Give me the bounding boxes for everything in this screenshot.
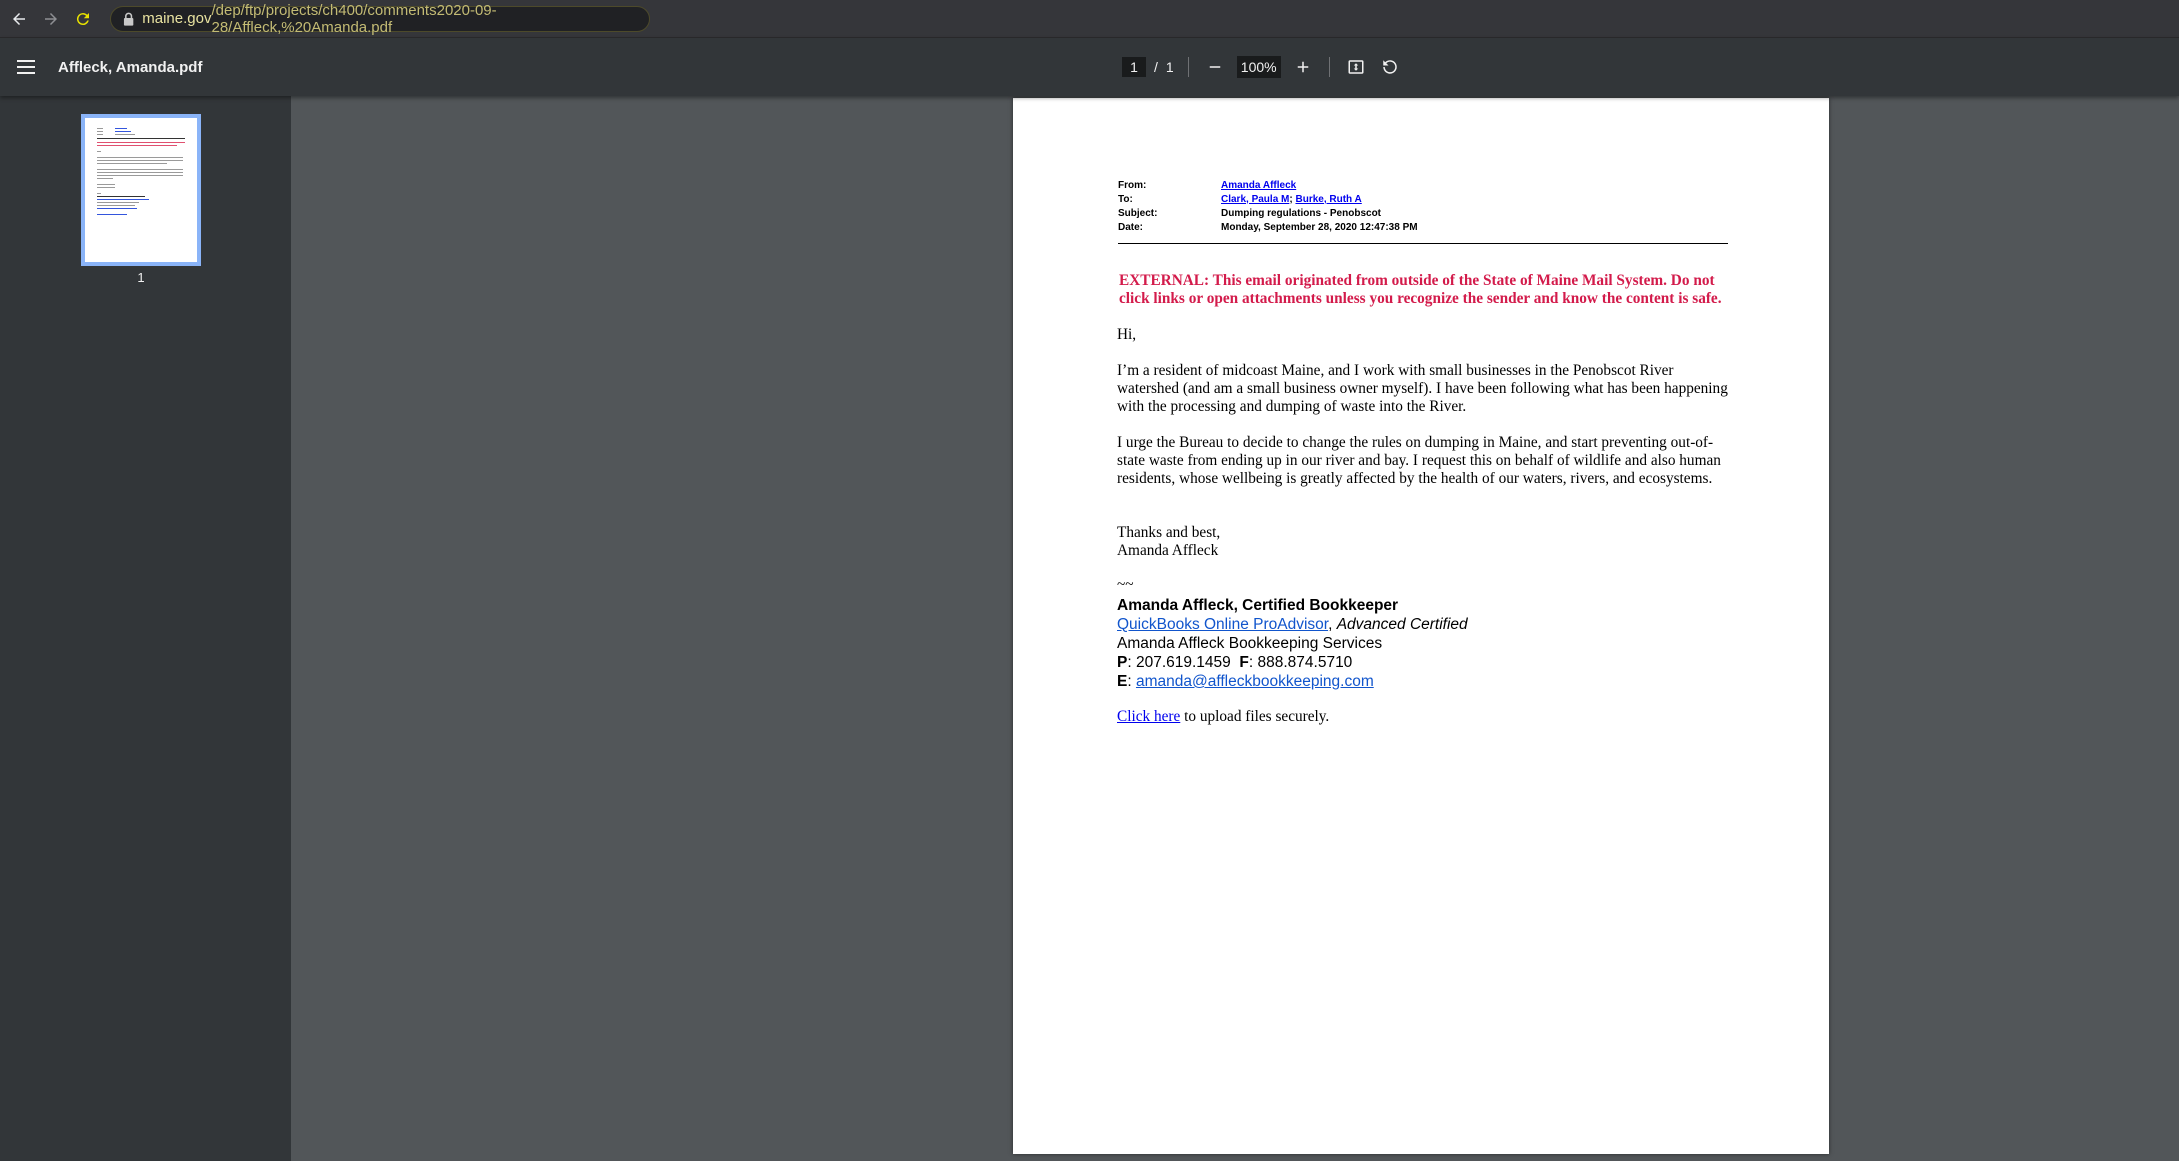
arrow-right-icon bbox=[42, 10, 60, 28]
upload-text: to upload files securely. bbox=[1180, 708, 1330, 725]
rotate-icon bbox=[1381, 58, 1399, 76]
url-path: /dep/ftp/projects/ch400/comments2020-09-28/Affleck,%20Amanda.pdf bbox=[211, 1, 497, 36]
closing-line-1: Thanks and best, bbox=[1117, 524, 1221, 541]
signature-comma: , bbox=[1328, 616, 1337, 633]
to-link-2[interactable]: Burke, Ruth A bbox=[1295, 193, 1362, 205]
phone-value: : 207.619.1459 bbox=[1127, 654, 1231, 671]
closing bbox=[1117, 524, 1737, 560]
signature-block bbox=[1117, 596, 1737, 691]
email-link[interactable]: amanda@affleckbookkeeping.com bbox=[1135, 673, 1374, 690]
to-separator: ; bbox=[1289, 193, 1293, 205]
phone-label: P bbox=[1117, 654, 1128, 671]
signature-certification bbox=[1117, 615, 1737, 634]
signature-name: Amanda Affleck, Certified Bookkeeper bbox=[1117, 597, 1399, 614]
total-pages: 1 bbox=[1165, 59, 1174, 75]
reload-icon bbox=[74, 10, 92, 28]
closing-line-2: Amanda Affleck bbox=[1117, 542, 1219, 559]
from-row bbox=[1118, 178, 1728, 192]
zoom-in-button[interactable] bbox=[1291, 55, 1315, 79]
zoom-out-button[interactable] bbox=[1203, 55, 1227, 79]
document-title: Affleck, Amanda.pdf bbox=[58, 58, 203, 76]
toolbar-divider bbox=[1188, 57, 1189, 77]
date-label: Date: bbox=[1118, 221, 1144, 233]
subject-row bbox=[1118, 206, 1728, 220]
back-button[interactable] bbox=[6, 6, 32, 32]
upload-link[interactable]: Click here bbox=[1117, 708, 1181, 725]
hamburger-menu-icon[interactable] bbox=[14, 55, 38, 79]
forward-button[interactable] bbox=[38, 6, 64, 32]
proadvisor-link[interactable]: QuickBooks Online ProAdvisor bbox=[1117, 616, 1329, 633]
subject-label: Subject: bbox=[1118, 207, 1158, 219]
body-paragraph-2: I urge the Bureau to decide to change the rules on dumping in Maine, and start preventing out-of-state waste from ending up in our river and bay. I request this on behalf of wildlife and also human residents, whose wellbeing is greatly affected by the health of our waters, rivers, and ecosystems. bbox=[1117, 434, 1721, 487]
rotate-button[interactable] bbox=[1378, 55, 1402, 79]
email-label: E bbox=[1117, 673, 1128, 690]
reload-button[interactable] bbox=[70, 6, 96, 32]
subject-value: Dumping regulations - Penobscot bbox=[1221, 207, 1382, 219]
pdf-page bbox=[1013, 98, 1829, 1154]
signature-email-line bbox=[1117, 672, 1737, 691]
body-paragraph-1: I’m a resident of midcoast Maine, and I work with small businesses in the Penobscot River watershed (and am a small business owner myself). I have been following what has been happening with the processing and dumping of waste into the River. bbox=[1117, 362, 1728, 415]
fax-label: F bbox=[1239, 654, 1249, 671]
thumbnail-sidebar bbox=[0, 96, 291, 1161]
signature-company: Amanda Affleck Bookkeeping Services bbox=[1117, 635, 1383, 652]
header-divider bbox=[1118, 243, 1728, 244]
to-link-1[interactable]: Clark, Paula M bbox=[1221, 193, 1290, 205]
fit-to-page-button[interactable] bbox=[1344, 55, 1368, 79]
upload-line bbox=[1117, 708, 1737, 726]
minus-icon bbox=[1206, 58, 1224, 76]
from-label: From: bbox=[1118, 179, 1147, 191]
signature-advanced: Advanced Certified bbox=[1336, 616, 1468, 633]
page-thumbnail[interactable] bbox=[81, 114, 201, 266]
date-row bbox=[1118, 220, 1728, 234]
lock-icon bbox=[123, 12, 134, 26]
fax-value: : 888.874.5710 bbox=[1248, 654, 1353, 671]
external-warning: EXTERNAL: This email originated from outside of the State of Maine Mail System. Do not click links or open attachments unless you recognize the sender and know the content is safe. bbox=[1119, 272, 1722, 307]
url-domain: maine.gov bbox=[142, 10, 212, 27]
current-page-input[interactable]: 1 bbox=[1122, 57, 1146, 77]
address-bar[interactable] bbox=[110, 1, 650, 36]
signature-separator: ~~ bbox=[1117, 576, 1134, 593]
email-header bbox=[1118, 178, 1728, 234]
arrow-left-icon bbox=[10, 10, 28, 28]
to-row bbox=[1118, 192, 1728, 206]
email-separator: : bbox=[1127, 673, 1136, 690]
page-controls bbox=[1122, 38, 1402, 96]
browser-bar bbox=[0, 0, 2179, 38]
plus-icon bbox=[1294, 58, 1312, 76]
fit-page-icon bbox=[1347, 58, 1365, 76]
zoom-input[interactable]: 100% bbox=[1237, 56, 1281, 78]
greeting: Hi, bbox=[1117, 326, 1137, 343]
thumbnail-page-number: 1 bbox=[137, 270, 145, 285]
to-label: To: bbox=[1118, 193, 1133, 205]
from-link[interactable]: Amanda Affleck bbox=[1221, 179, 1297, 191]
signature-phone-line bbox=[1117, 653, 1737, 672]
toolbar-divider bbox=[1329, 57, 1330, 77]
page-separator: / bbox=[1154, 59, 1158, 75]
pdf-toolbar bbox=[0, 38, 2179, 96]
date-value: Monday, September 28, 2020 12:47:38 PM bbox=[1221, 221, 1418, 233]
